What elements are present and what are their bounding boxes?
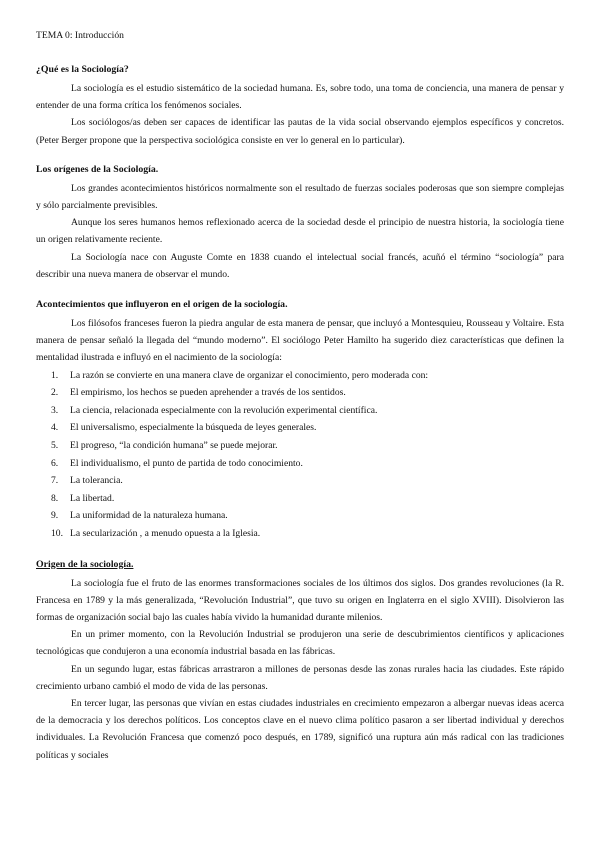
list-item-text: El empirismo, los hechos se pueden aprehender a través de los sentidos. bbox=[70, 387, 346, 399]
list-item-text: El individualismo, el punto de partida de todo conocimiento. bbox=[70, 457, 303, 469]
paragraph: En un primer momento, con la Revolución Industrial se produjeron una serie de descubrimientos científicos y aplicaciones tecnológicas que condujeron a una economía industrial basada en las fábricas. bbox=[36, 629, 564, 658]
list-item bbox=[36, 384, 564, 402]
paragraph: La sociología es el estudio sistemático de la sociedad humana. Es, sobre todo, una toma de conciencia, una manera de pensar y entender de una forma crítica los fenómenos sociales. bbox=[36, 83, 564, 112]
paragraph: Los sociólogos/as deben ser capaces de identificar las pautas de la vida social observando ejemplos específicos y concretos. (Peter Berger propone que la perspectiva sociológica consiste en ver lo general en lo particular). bbox=[36, 117, 564, 146]
list-item-text: La libertad. bbox=[70, 492, 115, 504]
list-number: 10. bbox=[51, 527, 63, 539]
list-item-text: La razón se convierte en una manera clave de organizar el conocimiento, pero moderada con: bbox=[70, 369, 429, 381]
list-item-text: La uniformidad de la naturaleza humana. bbox=[70, 510, 228, 522]
list-item bbox=[36, 490, 564, 508]
section-origen bbox=[36, 559, 564, 764]
list-number: 3. bbox=[51, 404, 59, 416]
document-page bbox=[36, 30, 564, 780]
paragraph: Aunque los seres humanos hemos reflexionado acerca de la sociedad desde el principio de nuestra historia, la sociología tiene un origen relativamente reciente. bbox=[36, 217, 564, 246]
list-item bbox=[36, 472, 564, 490]
paragraph: Los filósofos franceses fueron la piedra angular de esta manera de pensar, que incluyó a Montesquieu, Rousseau y Voltaire. Esta manera de pensar señaló la llegada del “mundo moderno”. El sociólogo Peter Hamilto ha sugerido diez características que definen la mentalidad ilustrada e influyó en el nacimiento de la sociología: bbox=[36, 318, 564, 364]
list-number: 9. bbox=[51, 510, 59, 522]
section-origenes bbox=[36, 164, 564, 283]
list-number: 6. bbox=[51, 457, 59, 469]
section-acontecimientos bbox=[36, 299, 564, 543]
list-number: 8. bbox=[51, 492, 59, 504]
list-item-text: La secularización , a menudo opuesta a la Iglesia. bbox=[70, 527, 261, 539]
section-heading: Los orígenes de la Sociología. bbox=[36, 163, 159, 175]
paragraph: En tercer lugar, las personas que vivían en estas ciudades industriales en crecimiento empezaron a albergar nuevas ideas acerca de la democracia y los derechos políticos. Los conceptos clave en el nuevo clima político pasaron a ser libertad individual y derechos individuales. La Revolución Francesa que comenzó poco después, en 1789, significó una ruptura aún más radical con las tradiciones políticas y sociales bbox=[36, 698, 564, 761]
list-item bbox=[36, 419, 564, 437]
list-item bbox=[36, 402, 564, 420]
section-heading: ¿Qué es la Sociología? bbox=[36, 64, 129, 75]
characteristics-list bbox=[36, 367, 564, 543]
list-number: 2. bbox=[51, 387, 59, 399]
paragraph: La Sociología nace con Auguste Comte en 1838 cuando el intelectual social francés, acuñó el término “sociología” para describir una nueva manera de observar el mundo. bbox=[36, 251, 564, 280]
paragraph: En un segundo lugar, estas fábricas arrastraron a millones de personas desde las zonas rurales hacia las ciudades. Este rápido crecimiento urbano cambió el modo de vida de las personas. bbox=[36, 663, 564, 692]
section-que-es bbox=[36, 64, 564, 149]
section-heading: Origen de la sociología. bbox=[36, 558, 134, 570]
section-heading: Acontecimientos que influyeron en el origen de la sociología. bbox=[36, 299, 288, 311]
list-item-text: La ciencia, relacionada especialmente con la revolución experimental científica. bbox=[70, 404, 378, 416]
list-item bbox=[36, 367, 564, 385]
document-header: TEMA 0: Introducción bbox=[36, 30, 124, 41]
list-item bbox=[36, 437, 564, 455]
paragraph: La sociología fue el fruto de las enormes transformaciones sociales de los últimos dos siglos. Dos grandes revoluciones (la R. Francesa en 1789 y la más generalizada, “Revolución Industrial”, que tuvo su origen en Inglaterra en el siglo XVIII). Disolvieron las formas de organización social bajo las cuales había vivido la humanidad durante milenios. bbox=[36, 577, 564, 623]
list-item-text: El universalismo, especialmente la búsqueda de leyes generales. bbox=[70, 422, 317, 434]
list-item-text: El progreso, “la condición humana” se puede mejorar. bbox=[70, 440, 278, 452]
list-item-text: La tolerancia. bbox=[70, 475, 123, 487]
list-number: 1. bbox=[51, 369, 59, 381]
list-item bbox=[36, 455, 564, 473]
list-number: 4. bbox=[51, 422, 59, 434]
list-item bbox=[36, 507, 564, 525]
list-number: 7. bbox=[51, 475, 59, 487]
list-number: 5. bbox=[51, 440, 59, 452]
list-item bbox=[36, 525, 564, 543]
paragraph: Los grandes acontecimientos históricos normalmente son el resultado de fuerzas sociales poderosas que son siempre complejas y sólo parcialmente previsibles. bbox=[36, 182, 564, 212]
